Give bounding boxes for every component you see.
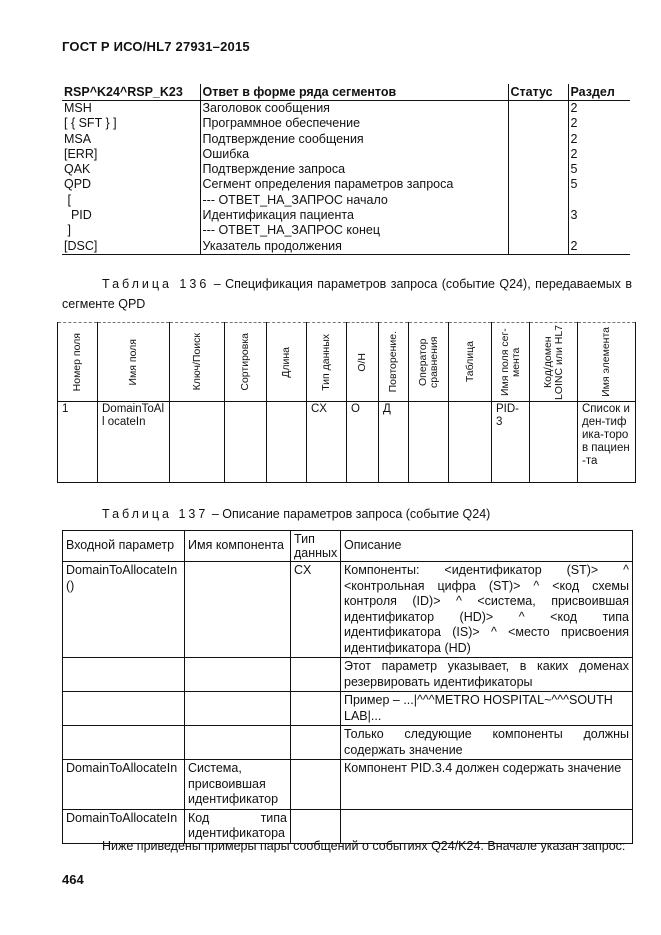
segment-code: PID <box>64 208 92 223</box>
segment-code: [ERR] <box>64 146 98 161</box>
col-header-label: Имя элемента <box>600 327 612 397</box>
segment-description: Подтверждение запроса <box>200 162 508 177</box>
cell-length <box>267 402 307 483</box>
cell-input-parameter: DomainToAllocateIn <box>63 760 185 810</box>
cell-loinc-code <box>530 402 578 483</box>
cell-data-type <box>291 658 341 692</box>
cell-optionality: O <box>347 402 379 483</box>
segment-description: Подтверждение сообщения <box>200 132 508 147</box>
table-row <box>63 692 633 726</box>
col-header-label: Тип данных <box>320 333 332 391</box>
cell-description: Компонент PID.3.4 должен содержать значение <box>341 760 633 810</box>
segment-code: ] <box>64 223 71 238</box>
cell-operator <box>409 402 449 483</box>
table-136-caption-prefix: Таблица 136 <box>102 277 210 291</box>
table-136-col-header <box>409 323 449 402</box>
cell-field-number: 1 <box>58 402 98 483</box>
cell-description: Только следующие компоненты должны содержать значение <box>341 726 633 760</box>
table-136-col-header <box>449 323 492 402</box>
cell-input-parameter <box>63 692 185 726</box>
col-header-label: О/Н <box>356 352 368 372</box>
table-136-col-header <box>170 323 225 402</box>
cell-data-type <box>291 760 341 810</box>
cell-description: Компоненты: <идентификатор (ST)> ^ <контрольная цифра (ST)> ^ <код схемы контроля (ID)> ^ <система, присвоившая идентификатор (HD)> ^ <код типа идентификатора (IS)> ^ <место присвоения идентификатора (HD) <box>341 562 633 658</box>
segment-table-header <box>62 84 630 101</box>
table-row <box>62 116 630 131</box>
segment-description: --- ОТВЕТ_НА_ЗАПРОС начало <box>200 193 508 208</box>
col-header-label: Повторение. <box>387 331 399 393</box>
table-row <box>62 147 630 162</box>
table-row <box>63 658 633 692</box>
segment-col-header: Статус <box>508 84 568 101</box>
table-137-col-header: Тип данных <box>291 531 341 562</box>
table-136-header <box>58 323 636 402</box>
table-136-caption-text: – Спецификация параметров запроса (событие Q24), передаваемых в сегменте QPD <box>62 277 632 311</box>
col-header-label: Сортировка <box>239 333 251 391</box>
table-136-col-header <box>578 323 636 402</box>
table-136-col-header <box>530 323 578 402</box>
cell-data-type: CX <box>291 562 341 658</box>
segment-code: MSH <box>64 101 92 115</box>
col-header-label: Таблица <box>463 341 476 383</box>
cell-component-name: Код типа идентификатора <box>185 809 291 843</box>
segment-status <box>508 223 568 238</box>
table-136-caption <box>62 274 632 314</box>
table-row <box>62 193 630 208</box>
cell-input-parameter: DomainToAllocateIn () <box>63 562 185 658</box>
cell-key-search <box>170 402 225 483</box>
cell-component-name <box>185 692 291 726</box>
cell-component-name <box>185 658 291 692</box>
segment-description: Указатель продолжения <box>200 239 508 255</box>
table-136-col-header <box>492 323 530 402</box>
table-136-col-header <box>267 323 307 402</box>
table-137-caption-prefix: Таблица 137 <box>102 507 209 521</box>
col-header-label: Код/домен LOINC или HL7 <box>541 324 565 400</box>
segment-code: MSA <box>64 131 92 146</box>
segment-description: Программное обеспечение <box>200 116 508 131</box>
table-row <box>62 223 630 238</box>
cell-component-name <box>185 726 291 760</box>
cell-data-type <box>291 726 341 760</box>
table-row <box>62 208 630 223</box>
table-row <box>63 760 633 810</box>
table-136-col-header <box>98 323 170 402</box>
table-137-col-header: Описание <box>341 531 633 562</box>
table-row <box>58 402 636 483</box>
segment-description: Сегмент определения параметров запроса <box>200 177 508 192</box>
col-header-label: Ключ/Поиск <box>190 333 203 391</box>
segment-table <box>62 84 630 255</box>
segment-section <box>568 223 630 238</box>
segment-section: 2 <box>568 147 630 162</box>
table-row <box>63 726 633 760</box>
segment-section: 5 <box>568 177 630 192</box>
segment-section: 2 <box>568 101 630 117</box>
segment-status <box>508 162 568 177</box>
segment-col-header: Ответ в форме ряда сегментов <box>200 84 508 101</box>
segment-status <box>508 239 568 255</box>
segment-col-header: Раздел <box>568 84 630 101</box>
table-136-col-header <box>347 323 379 402</box>
segment-code: [DSC] <box>62 239 200 255</box>
segment-section: 2 <box>568 116 630 131</box>
segment-status <box>508 177 568 192</box>
cell-data-type <box>291 692 341 726</box>
cell-segment-field: PID-3 <box>492 402 530 483</box>
table-row <box>62 132 630 147</box>
table-row <box>62 239 630 255</box>
segment-description: Идентификация пациента <box>200 208 508 223</box>
cell-description: Пример – ...|^^^METRO HOSPITAL~^^^SOUTH LAB|... <box>341 692 633 726</box>
table-137-caption <box>62 504 632 524</box>
segment-status <box>508 208 568 223</box>
table-136-col-header <box>58 323 98 402</box>
segment-description: Заголовок сообщения <box>200 101 508 117</box>
cell-element-name: Список иден-тифика-торов пациен-та <box>578 402 636 483</box>
document-header-title: ГОСТ Р ИСО/HL7 27931–2015 <box>62 39 250 54</box>
segment-section: 2 <box>568 239 630 255</box>
segment-section: 5 <box>568 162 630 177</box>
segment-code: [ <box>64 192 71 207</box>
col-header-label: Имя поля сег-мента <box>498 328 522 396</box>
page-number: 464 <box>62 872 84 887</box>
cell-sort <box>225 402 267 483</box>
segment-status <box>508 193 568 208</box>
col-header-label: Длина <box>280 346 292 378</box>
table-136 <box>57 322 636 483</box>
col-header-label: Оператор сравнения <box>416 336 440 388</box>
table-row <box>62 177 630 192</box>
table-row <box>63 562 633 658</box>
segment-col-header: RSP^K24^RSP_K23 <box>62 84 200 101</box>
cell-table <box>449 402 492 483</box>
cell-repetition: Д <box>379 402 409 483</box>
segment-section: 2 <box>568 132 630 147</box>
segment-section: 3 <box>568 208 630 223</box>
segment-description: Ошибка <box>200 147 508 162</box>
segment-section <box>568 193 630 208</box>
cell-input-parameter <box>63 726 185 760</box>
table-137-header <box>63 531 633 562</box>
cell-description: Этот параметр указывает, в каких доменах резервировать идентификаторы <box>341 658 633 692</box>
cell-component-name <box>185 562 291 658</box>
cell-input-parameter <box>63 658 185 692</box>
table-row <box>62 101 630 117</box>
segment-status <box>508 147 568 162</box>
segment-status <box>508 132 568 147</box>
segment-code: QPD <box>64 177 92 192</box>
cell-input-parameter: DomainToAllocateIn <box>63 809 185 843</box>
table-136-col-header <box>225 323 267 402</box>
table-136-col-header <box>379 323 409 402</box>
cell-field-name: DomainToAll ocateIn <box>98 402 170 483</box>
table-row <box>62 162 630 177</box>
segment-description: --- ОТВЕТ_НА_ЗАПРОС конец <box>200 223 508 238</box>
examples-intro-paragraph: Ниже приведены примеры пары сообщений о событиях Q24/K24. Вначале указан запрос: <box>102 839 626 853</box>
table-137 <box>62 530 633 844</box>
segment-code: QAK <box>64 162 91 177</box>
cell-data-type: CX <box>307 402 347 483</box>
col-header-label: Имя поля <box>127 338 139 386</box>
segment-status <box>508 116 568 131</box>
cell-component-name: Система, присвоившая идентификатор <box>185 760 291 810</box>
segment-code: [ { SFT } ] <box>64 116 117 131</box>
col-header-label: Номер поля <box>71 332 83 392</box>
segment-status <box>508 101 568 117</box>
table-137-col-header: Имя компонента <box>185 531 291 562</box>
table-137-col-header: Входной параметр <box>63 531 185 562</box>
table-136-col-header <box>307 323 347 402</box>
table-137-caption-text: – Описание параметров запроса (событие Q24) <box>208 507 491 521</box>
